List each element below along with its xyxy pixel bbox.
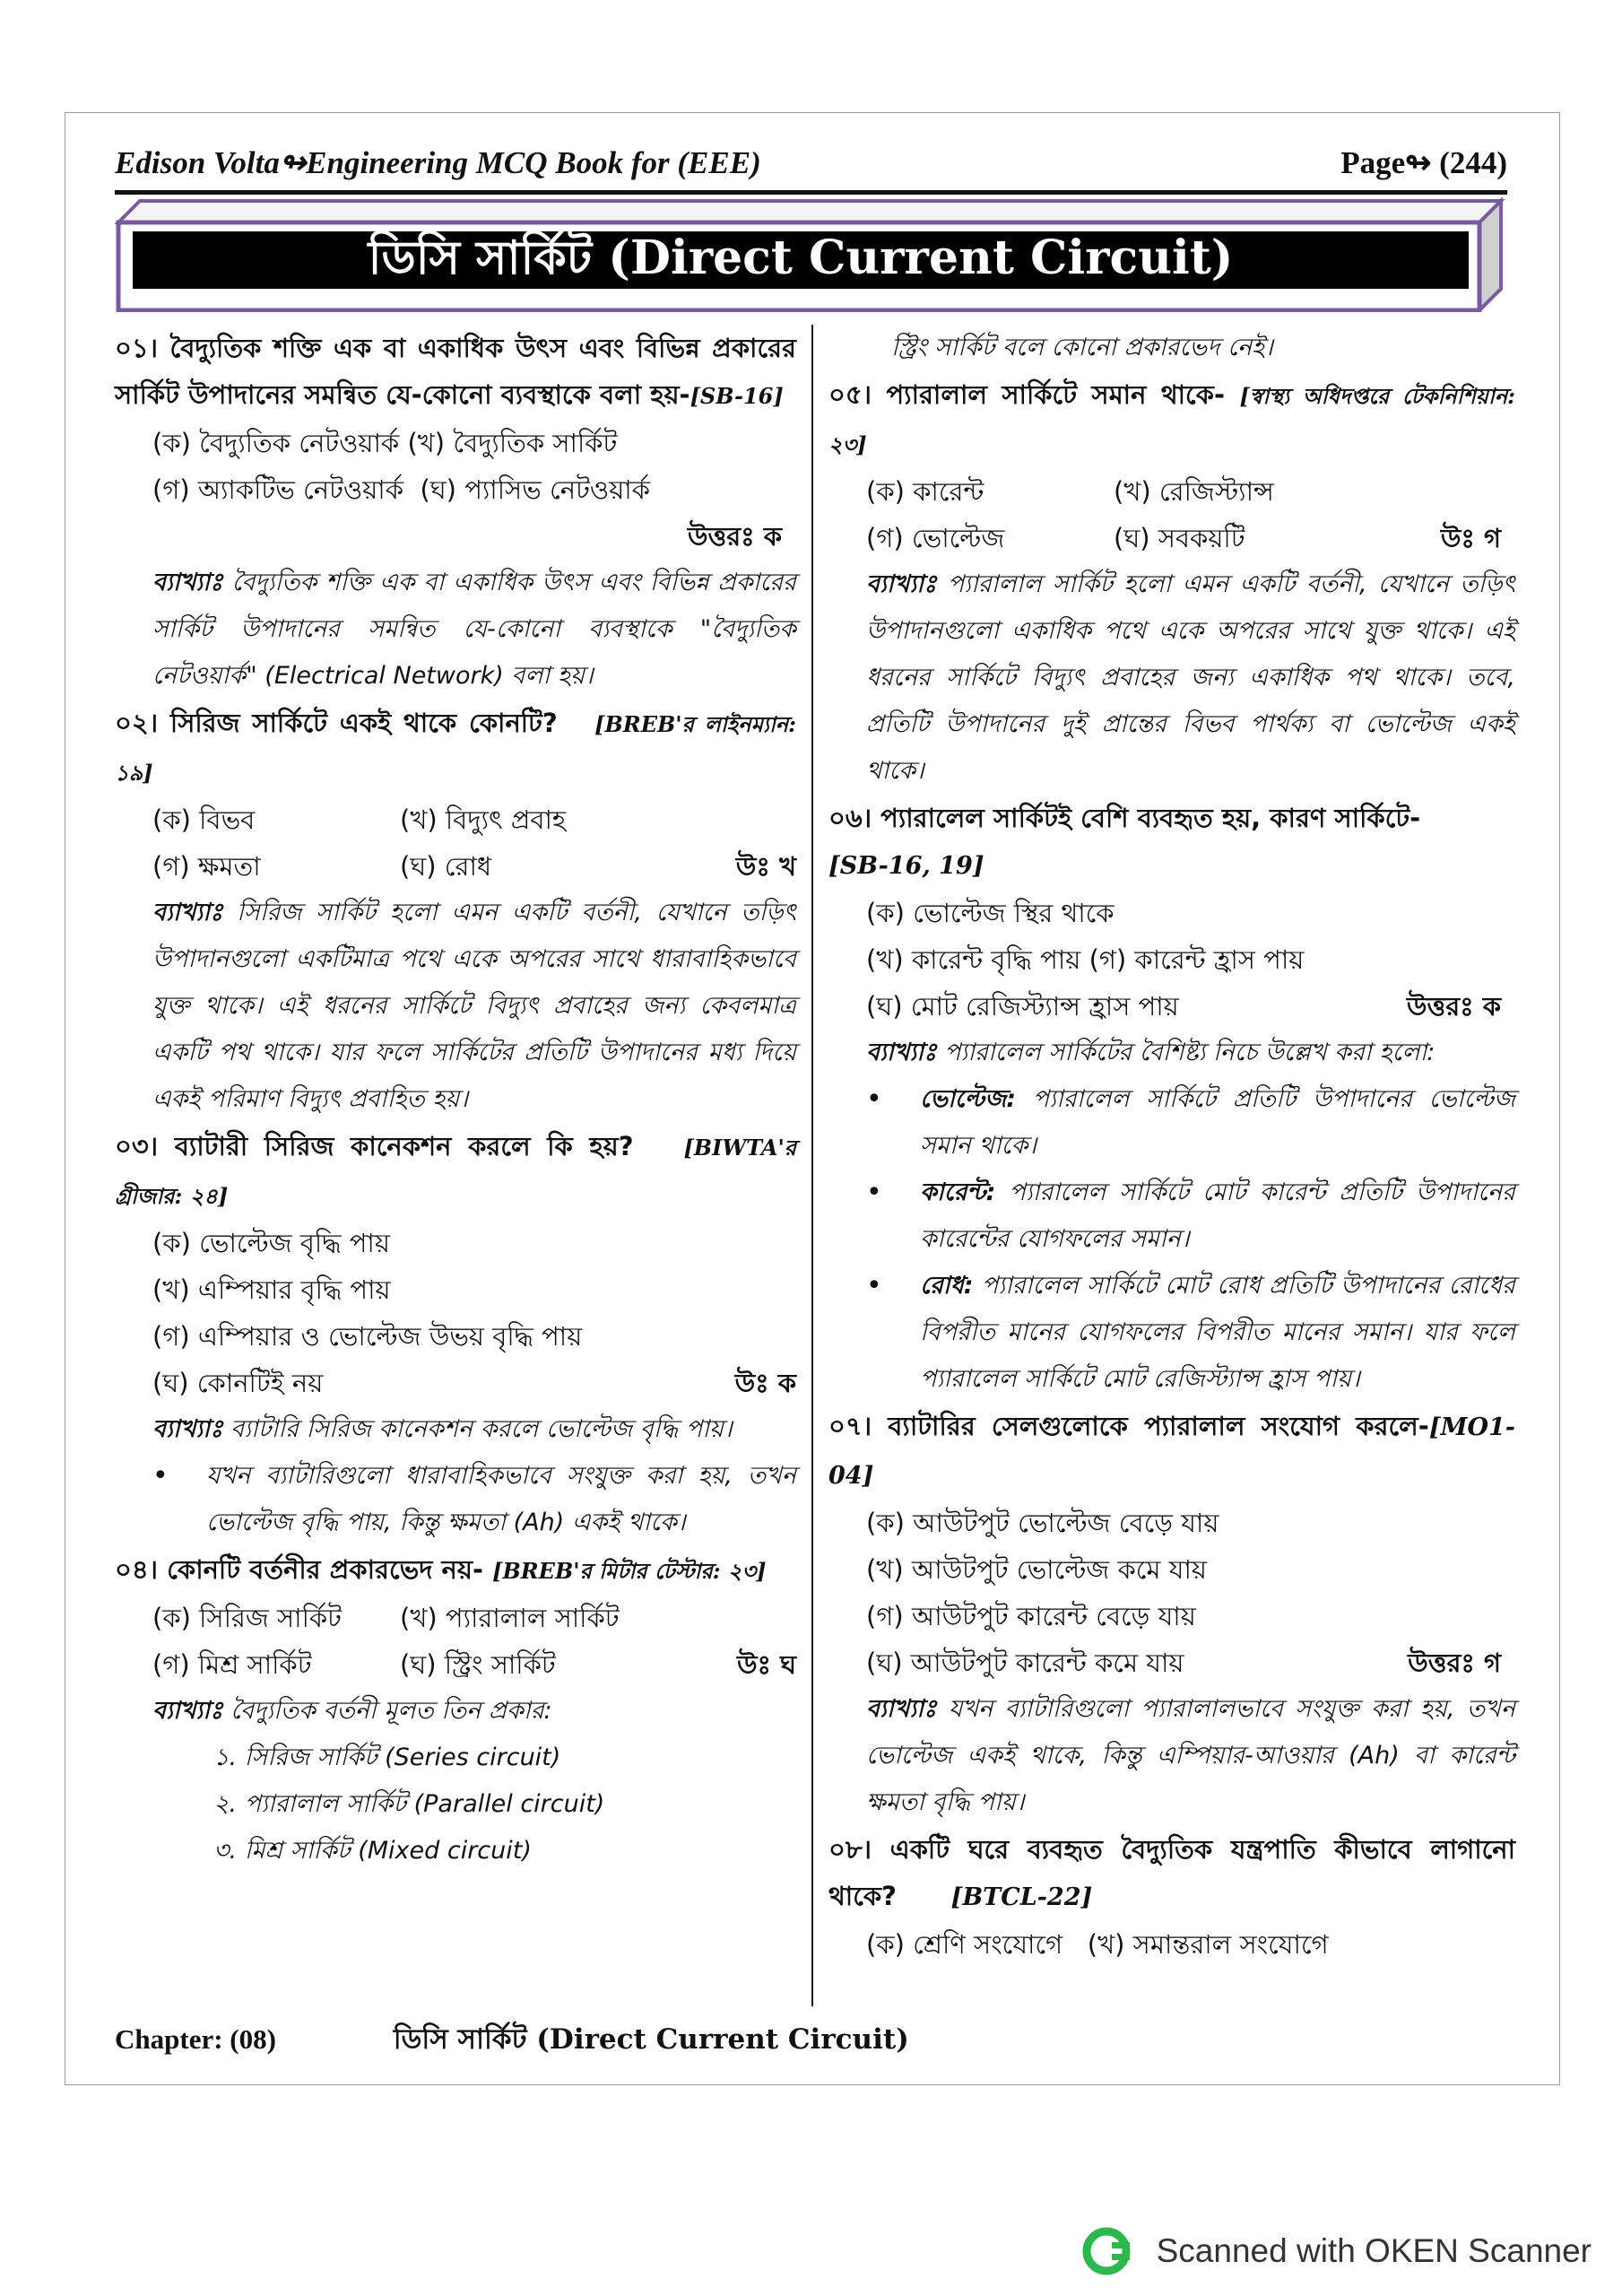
question-source: [BIWTA'র গ্রীজার: ২৪] bbox=[115, 1135, 796, 1209]
explanation bbox=[115, 1688, 796, 1735]
bullet-icon: • bbox=[866, 1270, 882, 1301]
option-d: (ঘ) মোট রেজিস্ট্যান্স হ্রাস পায় bbox=[866, 991, 1179, 1022]
option-c: (গ) কারেন্ট হ্রাস পায় bbox=[1089, 944, 1305, 975]
option-c: (গ) ভোল্টেজ bbox=[866, 523, 1005, 553]
question-source: [BTCL-22] bbox=[950, 1883, 1093, 1911]
bullet-text: যখন ব্যাটারিগুলো ধারাবাহিকভাবে সংযুক্ত করা হয়, তখন ভোল্টেজ বৃদ্ধি পায়, কিন্তু ক্ষমতা (Ah) একই থাকে। bbox=[206, 1462, 796, 1536]
question-source: [SB-16] bbox=[690, 383, 784, 409]
explanation bbox=[115, 560, 796, 700]
option-a: (ক) কারেন্ট bbox=[866, 476, 984, 507]
option-d: (ঘ) আউটপুট কারেন্ট কমে যায় bbox=[866, 1648, 1184, 1678]
explanation-label: ব্যাখ্যাঃ bbox=[152, 1415, 223, 1443]
question-source: [BREB'র লাইনম্যান: ১৯] bbox=[115, 711, 796, 786]
explanation-text: ব্যাটারি সিরিজ কানেকশন করলে ভোল্টেজ বৃদ্ধি পায়। bbox=[230, 1415, 733, 1443]
option-c: (গ) মিশ্র সার্কিট bbox=[152, 1649, 312, 1680]
option-a: (ক) বিভব bbox=[152, 804, 256, 835]
column-divider bbox=[811, 325, 813, 2006]
bullet-text: প্যারালেল সার্কিটে প্রতিটি উপাদানের ভোল্টেজ সমান থাকে। bbox=[920, 1085, 1515, 1160]
question-2 bbox=[115, 700, 796, 1123]
bullet-label: ভোল্টেজ: bbox=[920, 1085, 1017, 1113]
explanation bbox=[115, 890, 796, 1123]
question-text: ০৪। কোনটি বর্তনীর প্রকারভেদ নয়- bbox=[115, 1554, 483, 1585]
list-item: ৩. মিশ্র সার্কিট (Mixed circuit) bbox=[213, 1837, 532, 1865]
option-a: (ক) ভোল্টেজ স্থির থাকে bbox=[866, 898, 1115, 928]
option-c: (গ) অ্যাকটিভ নেটওয়ার্ক bbox=[152, 474, 404, 505]
explanation bbox=[828, 1686, 1515, 1826]
option-a: (ক) সিরিজ সার্কিট bbox=[152, 1603, 342, 1633]
bullet-item bbox=[115, 1453, 796, 1546]
question-text: ০৬। প্যারালেল সার্কিটই বেশি ব্যবহৃত হয়, কারণ সার্কিটে- bbox=[828, 803, 1421, 833]
bullet-icon: • bbox=[866, 1177, 882, 1208]
list-item: ২. প্যারালাল সার্কিট (Parallel circuit) bbox=[213, 1790, 605, 1818]
explanation-text: প্যারালাল সার্কিট হলো এমন একটি বর্তনী, যেখানে তড়িৎ উপাদানগুলো একাধিক পথে একে অপরের সাথে যুক্ত থাকে। এই ধরনের সার্কিটে বিদ্যুৎ প্রবাহের জন্য একাধিক পথ থাকে। তবে, প্রতিটি উপাদানের দুই প্রান্তের বিভব পার্থক্য বা ভোল্টেজ একই থাকে। bbox=[866, 570, 1515, 785]
option-a: (ক) বৈদ্যুতিক নেটওয়ার্ক bbox=[152, 428, 400, 458]
option-b: (খ) বৈদ্যুতিক সার্কিট bbox=[407, 428, 618, 458]
option-b: (খ) প্যারালাল সার্কিট bbox=[400, 1603, 620, 1633]
page-footer bbox=[115, 2018, 909, 2065]
option-b: (খ) বিদ্যুৎ প্রবাহ bbox=[400, 804, 567, 835]
explanation-label: ব্যাখ্যাঃ bbox=[866, 1039, 937, 1066]
answer: উত্তরঃ ক bbox=[687, 521, 782, 552]
footer-title: ডিসি সার্কিট (Direct Current Circuit) bbox=[393, 2023, 909, 2056]
question-source: [SB-16, 19] bbox=[828, 852, 984, 880]
scanner-watermark bbox=[1081, 2222, 1592, 2280]
question-7 bbox=[828, 1403, 1515, 1826]
bullet-text: প্যারালেল সার্কিটে মোট কারেন্ট প্রতিটি উপাদানের কারেন্টের যোগফলের সমান। bbox=[920, 1178, 1515, 1253]
option-b: (খ) সমান্তরাল সংযোগে bbox=[1087, 1929, 1329, 1960]
question-5 bbox=[828, 371, 1515, 795]
question-text: ০১। বৈদ্যুতিক শক্তি এক বা একাধিক উৎস এবং বিভিন্ন প্রকারের সার্কিট উপাদানের সমন্বিত যে-কোনো ব্যবস্থাকে বলা হয়- bbox=[115, 333, 796, 410]
footer-chapter: Chapter: (08) bbox=[115, 2023, 276, 2055]
question-source: [BREB'র মিটার টেস্টার: ২৩] bbox=[492, 1558, 767, 1584]
bullet-text: প্যারালেল সার্কিটে মোট রোধ প্রতিটি উপাদানের রোধের বিপরীত মানের যোগফলের বিপরীত মানের সমান। যার ফলে প্যারালেল সার্কিটে মোট রেজিস্ট্যান্স হ্রাস পায়। bbox=[920, 1272, 1515, 1393]
option-a: (ক) ভোল্টেজ বৃদ্ধি পায় bbox=[152, 1228, 390, 1258]
book-title: Edison Volta↬Engineering MCQ Book for (EEE) bbox=[115, 145, 761, 180]
answer: উঃ খ bbox=[735, 851, 796, 882]
bullet-label: রোধ: bbox=[920, 1272, 974, 1300]
explanation-label: ব্যাখ্যাঃ bbox=[866, 1695, 937, 1723]
option-d: (ঘ) প্যাসিভ নেটওয়ার্ক bbox=[420, 474, 651, 505]
question-source: [স্বাস্থ্য অধিদপ্তরে টেকনিশিয়ান: ২৩] bbox=[828, 383, 1515, 457]
option-b: (খ) আউটপুট ভোল্টেজ কমে যায় bbox=[866, 1554, 1207, 1585]
explanation-label: ব্যাখ্যাঃ bbox=[866, 570, 937, 598]
answer: উঃ ঘ bbox=[736, 1649, 796, 1680]
option-a: (ক) আউটপুট ভোল্টেজ বেড়ে যায় bbox=[866, 1508, 1219, 1538]
bullet-item bbox=[828, 1170, 1515, 1263]
explanation-text: যখন ব্যাটারিগুলো প্যারালালভাবে সংযুক্ত করা হয়, তখন ভোল্টেজ একই থাকে, কিন্তু এম্পিয়ার-আওয়ার (Ah) বা কারেন্ট ক্ষমতা বৃদ্ধি পায়। bbox=[866, 1695, 1515, 1816]
explanation-text: বৈদ্যুতিক শক্তি এক বা একাধিক উৎস এবং বিভিন্ন প্রকারের সার্কিট উপাদানের সমন্বিত যে-কোনো ব্যবস্থাকে "বৈদ্যুতিক নেটওয়ার্ক" (Electrical Network) বলা হয়। bbox=[152, 569, 796, 690]
option-b: (খ) রেজিস্ট্যান্স bbox=[1114, 476, 1274, 507]
explanation-label: ব্যাখ্যাঃ bbox=[152, 899, 223, 926]
question-text: ০৮। একটি ঘরে ব্যবহৃত বৈদ্যুতিক যন্ত্রপাতি কীভাবে লাগানো থাকে? bbox=[828, 1834, 1515, 1911]
option-b: (খ) কারেন্ট বৃদ্ধি পায় bbox=[866, 944, 1081, 975]
explanation-note: স্ট্রিং সার্কিট বলে কোনো প্রকারভেদ নেই। bbox=[891, 334, 1273, 361]
option-c: (গ) ক্ষমতা bbox=[152, 851, 261, 882]
question-6 bbox=[828, 795, 1515, 1403]
explanation-text: প্যারালেল সার্কিটের বৈশিষ্ট্য নিচে উল্লেখ করা হলো: bbox=[944, 1039, 1436, 1066]
list-item: ১. সিরিজ সার্কিট (Series circuit) bbox=[213, 1744, 561, 1771]
option-c: (গ) এম্পিয়ার ও ভোল্টেজ উভয় বৃদ্ধি পায় bbox=[152, 1321, 583, 1352]
header-rule bbox=[115, 190, 1507, 195]
bullet-item bbox=[828, 1263, 1515, 1403]
explanation-label: ব্যাখ্যাঃ bbox=[152, 1697, 223, 1725]
option-b: (খ) এম্পিয়ার বৃদ্ধি পায় bbox=[152, 1274, 391, 1305]
answer: উঃ ক bbox=[734, 1368, 796, 1398]
oken-logo-icon bbox=[1081, 2222, 1139, 2280]
question-source: [MO1-04] bbox=[828, 1413, 1515, 1490]
option-d: (ঘ) স্ট্রিং সার্কিট bbox=[400, 1649, 556, 1680]
option-d: (ঘ) রোধ bbox=[400, 851, 492, 882]
explanation-text: সিরিজ সার্কিট হলো এমন একটি বর্তনী, যেখানে তড়িৎ উপাদানগুলো একটিমাত্র পথে একে অপরের সাথে ধারাবাহিকভাবে যুক্ত থাকে। এই ধরনের সার্কিটে বিদ্যুৎ প্রবাহের জন্য কেবলমাত্র একটি পথ থাকে। যার ফলে সার্কিটের প্রতিটি উপাদানের মধ্য দিয়ে একই পরিমাণ বিদ্যুৎ প্রবাহিত হয়। bbox=[152, 899, 796, 1113]
question-1 bbox=[115, 325, 796, 700]
watermark-text: Scanned with OKEN Scanner bbox=[1156, 2232, 1592, 2269]
answer: উঃ গ bbox=[1440, 523, 1501, 553]
chapter-title: ডিসি সার্কিট (Direct Current Circuit) bbox=[368, 230, 1234, 285]
option-d: (ঘ) কোনটিই নয় bbox=[152, 1368, 324, 1398]
question-4 bbox=[115, 1546, 796, 1874]
page-number: Page↬ (244) bbox=[1340, 145, 1507, 180]
option-c: (গ) আউটপুট কারেন্ট বেড়ে যায় bbox=[866, 1601, 1196, 1631]
answer: উত্তরঃ গ bbox=[1408, 1648, 1501, 1678]
question-text: ০৩। ব্যাটারী সিরিজ কানেকশন করলে কি হয়? bbox=[115, 1131, 634, 1161]
question-text: ০২। সিরিজ সার্কিটে একই থাকে কোনটি? bbox=[115, 708, 558, 738]
chapter-banner bbox=[115, 197, 1507, 312]
answer: উত্তরঃ ক bbox=[1406, 991, 1501, 1022]
question-3 bbox=[115, 1123, 796, 1546]
bullet-icon: • bbox=[152, 1460, 169, 1492]
explanation bbox=[828, 1030, 1515, 1076]
explanation-label: ব্যাখ্যাঃ bbox=[152, 569, 223, 596]
explanation bbox=[115, 1406, 796, 1453]
question-8 bbox=[828, 1826, 1515, 1968]
option-d: (ঘ) সবকয়টি bbox=[1114, 523, 1245, 553]
question-text: ০৭। ব্যাটারির সেলগুলোকে প্যারালাল সংযোগ করলে- bbox=[828, 1411, 1429, 1441]
bullet-item bbox=[828, 1076, 1515, 1170]
explanation-text: বৈদ্যুতিক বর্তনী মূলত তিন প্রকার: bbox=[230, 1697, 552, 1725]
explanation bbox=[828, 561, 1515, 795]
right-column bbox=[828, 325, 1515, 1968]
question-text: ০৫। প্যারালাল সার্কিটে সমান থাকে- bbox=[828, 379, 1225, 410]
bullet-icon: • bbox=[866, 1083, 882, 1115]
option-a: (ক) শ্রেণি সংযোগে bbox=[866, 1929, 1063, 1960]
left-column bbox=[115, 325, 796, 1874]
bullet-label: কারেন্ট: bbox=[920, 1178, 996, 1206]
